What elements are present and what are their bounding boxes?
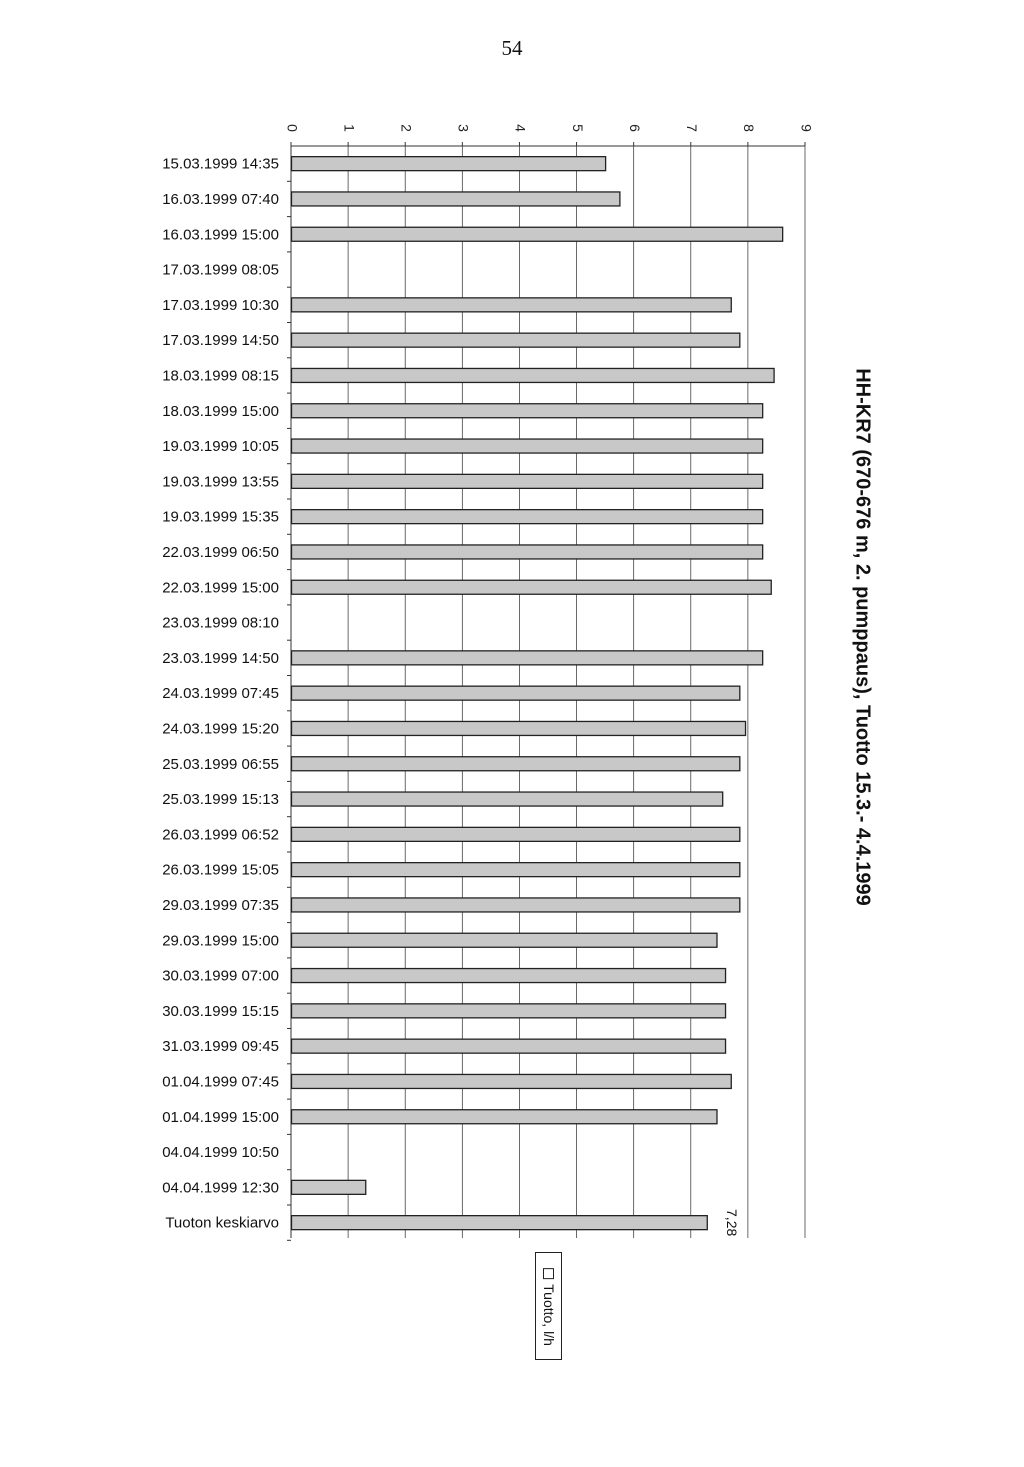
category-label: 16.03.1999 15:00 [162, 226, 279, 244]
category-label: 19.03.1999 10:05 [162, 438, 279, 456]
category-label: 30.03.1999 15:15 [162, 1002, 279, 1020]
tick-label: 1 [341, 124, 358, 132]
category-label: 17.03.1999 08:05 [162, 261, 279, 279]
category-label: 01.04.1999 15:00 [162, 1108, 279, 1126]
category-label: 25.03.1999 15:13 [162, 791, 279, 809]
bars [292, 157, 783, 1230]
bar [292, 227, 783, 241]
category-label: 22.03.1999 06:50 [162, 543, 279, 561]
data-labels [724, 1209, 740, 1236]
bar [292, 157, 606, 171]
legend-swatch [544, 1268, 555, 1279]
bar [292, 757, 740, 771]
category-label: 19.03.1999 15:35 [162, 508, 279, 526]
bar [292, 368, 775, 382]
bar [292, 192, 620, 206]
legend [535, 1252, 562, 1360]
category-label: 04.04.1999 12:30 [162, 1179, 279, 1197]
category-label: 31.03.1999 09:45 [162, 1038, 279, 1056]
bar [292, 651, 763, 665]
tick-label: 8 [741, 124, 758, 132]
bar [292, 792, 723, 806]
category-label: 25.03.1999 06:55 [162, 755, 279, 773]
category-labels [162, 156, 279, 1232]
bar [292, 863, 740, 877]
category-label: 16.03.1999 07:40 [162, 190, 279, 208]
tick-label: 4 [512, 124, 529, 132]
category-label: 29.03.1999 07:35 [162, 896, 279, 914]
category-label: 15.03.1999 14:35 [162, 155, 279, 173]
bar [292, 933, 717, 947]
bar [292, 898, 740, 912]
category-label: 18.03.1999 15:00 [162, 402, 279, 420]
bar [292, 1180, 366, 1194]
bar [292, 1039, 726, 1053]
bar [292, 298, 732, 312]
category-label: 23.03.1999 08:10 [162, 614, 279, 632]
bar [292, 474, 763, 488]
category-label: 24.03.1999 07:45 [162, 685, 279, 703]
bar [292, 721, 746, 735]
tick-label: 5 [569, 124, 586, 132]
tick-label: 9 [798, 124, 815, 132]
bar [292, 1074, 732, 1088]
bar [292, 404, 763, 418]
category-label: 26.03.1999 15:05 [162, 861, 279, 879]
data-label: 7,28 [724, 1209, 741, 1237]
bar [292, 827, 740, 841]
category-label: 17.03.1999 10:30 [162, 296, 279, 314]
tick-label: 6 [626, 124, 643, 132]
legend-label: Tuotto, l/h [541, 1284, 557, 1346]
category-label: Tuoton keskiarvo [165, 1214, 279, 1232]
category-label: 24.03.1999 15:20 [162, 720, 279, 738]
bar [292, 686, 740, 700]
tick-label: 2 [398, 124, 415, 132]
tick-labels [284, 124, 814, 132]
bar [292, 439, 763, 453]
bar [292, 510, 763, 524]
category-label: 22.03.1999 15:00 [162, 579, 279, 597]
category-label: 30.03.1999 07:00 [162, 967, 279, 985]
category-label: 23.03.1999 14:50 [162, 649, 279, 667]
tick-label: 3 [455, 124, 472, 132]
tick-label: 7 [684, 124, 701, 132]
category-label: 04.04.1999 10:50 [162, 1144, 279, 1162]
bar [292, 580, 772, 594]
tick-label: 0 [284, 124, 301, 132]
bar [292, 1004, 726, 1018]
category-label: 19.03.1999 13:55 [162, 473, 279, 491]
category-label: 01.04.1999 07:45 [162, 1073, 279, 1091]
bar [292, 333, 740, 347]
chart-title-text: HH-KR7 (670-676 m, 2. pumppaus), Tuotto 15.3.- 4.4.1999 [851, 368, 874, 906]
bar [292, 1216, 708, 1230]
bar [292, 545, 763, 559]
page-number: 54 [501, 36, 523, 60]
bar [292, 969, 726, 983]
category-label: 17.03.1999 14:50 [162, 332, 279, 350]
bar [292, 1110, 717, 1124]
category-label: 18.03.1999 08:15 [162, 367, 279, 385]
category-label: 29.03.1999 15:00 [162, 932, 279, 950]
category-label: 26.03.1999 06:52 [162, 826, 279, 844]
